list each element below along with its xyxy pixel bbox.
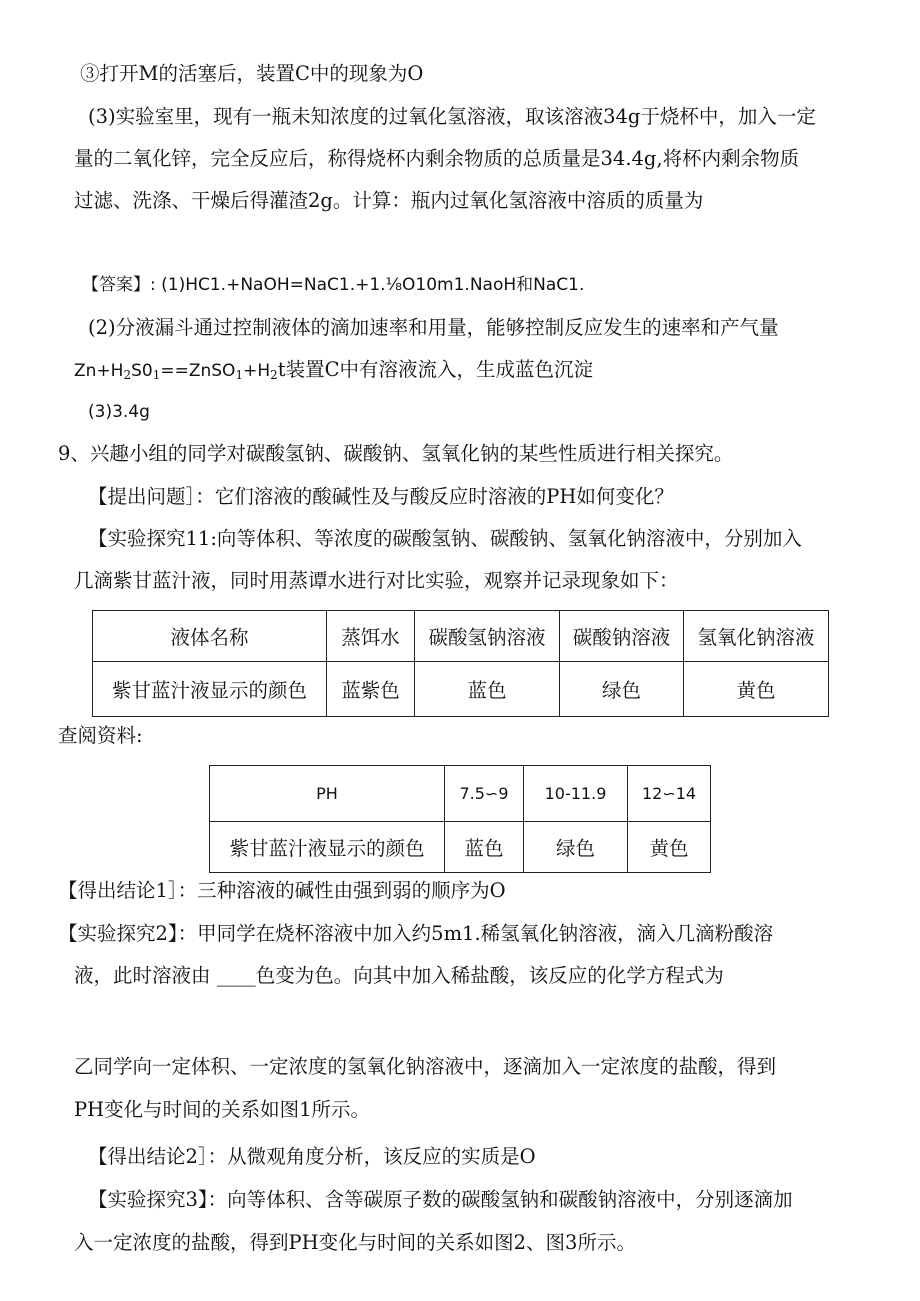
table-cell: 绿色 xyxy=(560,662,684,717)
table-cell: 蓝色 xyxy=(415,662,560,717)
table-cell: 紫甘蓝汁液显示的颜色 xyxy=(210,822,445,873)
question-line: 几滴紫甘蓝汁液，同时用蒸谭水进行对比实验，观察并记录现象如下： xyxy=(74,569,679,592)
question-line: 【得出结论1］：三种溶液的碱性由强到弱的顺序为O xyxy=(58,879,506,902)
section-label: 查阅资料: xyxy=(58,724,143,747)
question-line: 液，此时溶液由 ____色变为色。向其中加入稀盐酸，该反应的化学方程式为 xyxy=(74,964,724,987)
answer-line: (2)分液漏斗通过控制液体的滴加速率和用量，能够控制反应发生的速率和产气量 xyxy=(88,316,779,339)
question-line: 【实验探究11:向等体积、等浓度的碳酸氢钠、碳酸钠、氢氧化钠溶液中，分别加入 xyxy=(88,527,802,550)
table-cell: 碳酸钠溶液 xyxy=(560,611,684,662)
question-line: ③打开M的活塞后，装置C中的现象为O xyxy=(80,62,424,85)
table-cell: 绿色 xyxy=(524,822,628,873)
answer-equation-line: $Zn+H_2S0_1==ZnSO_1+H_2t$装置C中有溶液流入，生成蓝色沉淀 xyxy=(74,358,594,382)
question-line: 【实验探究3】：向等体积、含等碳原子数的碳酸氢钠和碳酸钠溶液中，分别逐滴加 xyxy=(88,1188,793,1211)
table-cell: 黄色 xyxy=(628,822,711,873)
table-cell: 12∽14 xyxy=(628,766,711,822)
question-line: 【提出问题］：它们溶液的酸碱性及与酸反应时溶液的PH如何变化？ xyxy=(88,485,674,508)
observation-table xyxy=(92,610,829,717)
question-line: 乙同学向一定体积、一定浓度的氢氧化钠溶液中，逐滴加入一定浓度的盐酸，得到 xyxy=(74,1055,777,1078)
table-cell: 蓝紫色 xyxy=(327,662,415,717)
table-cell: 7.5∽9 xyxy=(445,766,524,822)
question-line: 入一定浓度的盐酸，得到PH变化与时间的关系如图2、图3所示。 xyxy=(74,1231,636,1254)
table-cell: 10-11.9 xyxy=(524,766,628,822)
answer-line: (3)3.4g xyxy=(88,402,150,422)
table-cell: PH xyxy=(210,766,445,822)
question-line: 9、兴趣小组的同学对碳酸氢钠、碳酸钠、氢氧化钠的某些性质进行相关探究。 xyxy=(58,442,734,465)
answer-line: 【答案】: (1)HC1.+NaOH=NaC1.+1.⅛O10m1.NaoH和NaC1. xyxy=(82,275,585,295)
table-cell: 碳酸氢钠溶液 xyxy=(415,611,560,662)
reference-table xyxy=(209,765,711,873)
table-cell: 液体名称 xyxy=(93,611,327,662)
question-line: (3)实验室里，现有一瓶未知浓度的过氧化氢溶液，取该溶液34g于烧杯中，加入一定 xyxy=(88,105,816,128)
table-cell: 紫甘蓝汁液显示的颜色 xyxy=(93,662,327,717)
question-line: PH变化与时间的关系如图1所示。 xyxy=(74,1098,371,1121)
question-line: 量的二氧化锌，完全反应后，称得烧杯内剩余物质的总质量是34.4g,将杯内剩余物质 xyxy=(74,147,800,170)
question-line: 【实验探究2】：甲同学在烧杯溶液中加入约5m1.稀氢氧化钠溶液，滴入几滴粉酸溶 xyxy=(58,922,774,945)
question-line: 过滤、洗涤、干燥后得灌渣2g。计算：瓶内过氧化氢溶液中溶质的质量为 xyxy=(74,189,704,212)
table-cell: 蒸饵水 xyxy=(327,611,415,662)
table-cell: 蓝色 xyxy=(445,822,524,873)
table-cell: 氢氧化钠溶液 xyxy=(684,611,829,662)
table-cell: 黄色 xyxy=(684,662,829,717)
question-line: 【得出结论2］：从微观角度分析，该反应的实质是O xyxy=(88,1145,536,1168)
